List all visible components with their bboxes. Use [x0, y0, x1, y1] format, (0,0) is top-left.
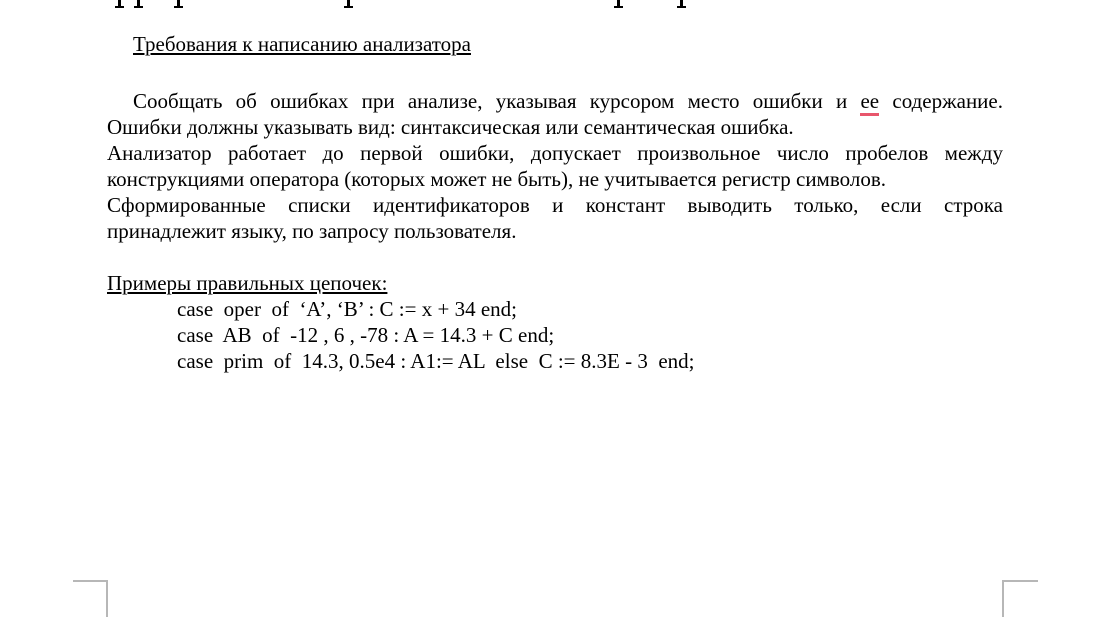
example-chain-line: case oper of ‘A’, ‘B’ : C := x + 34 end; — [177, 297, 517, 321]
document-text-area — [107, 0, 1003, 374]
paragraph-text: Сообщать об ошибках при анализе, указывая курсором место ошибки и — [133, 89, 861, 113]
text-boundary-mark-bottom-left-horizontal — [73, 580, 108, 582]
section-heading-text: Требования к написанию анализатора — [133, 32, 471, 56]
examples-heading — [107, 270, 1003, 296]
example-chain-line: case prim of 14.3, 0.5e4 : A1:= AL else C := 8.3E - 3 end; — [177, 349, 695, 373]
text-boundary-mark-bottom-left-vertical — [106, 580, 108, 617]
examples-block — [107, 296, 1003, 374]
section-heading — [107, 31, 1003, 57]
text-boundary-mark-bottom-right-horizontal — [1002, 580, 1038, 582]
paragraph-text: содержание. — [879, 89, 1003, 113]
text-boundary-mark-bottom-right-vertical — [1002, 580, 1004, 617]
paragraph-line: Ошибки должны указывать вид: синтаксическая или семантическая ошибка. — [107, 115, 794, 139]
spellcheck-flagged-word: ее — [860, 89, 879, 116]
paragraph-line: принадлежит языку, по запросу пользователя. — [107, 219, 517, 243]
example-chain-line: case AB of -12 , 6 , -78 : A = 14.3 + C end; — [177, 323, 555, 347]
examples-heading-text: Примеры правильных цепочек: — [107, 271, 388, 295]
paragraph-line: конструкциями оператора (которых может не быть), не учитывается регистр символов. — [107, 167, 886, 191]
paragraph-line: Анализатор работает до первой ошибки, допускает произвольное число пробелов между — [107, 141, 1003, 165]
paragraph-line — [107, 88, 1003, 114]
paragraph-line: Сформированные списки идентификаторов и констант выводить только, если строка — [107, 193, 1003, 217]
requirements-paragraph — [107, 88, 1003, 244]
